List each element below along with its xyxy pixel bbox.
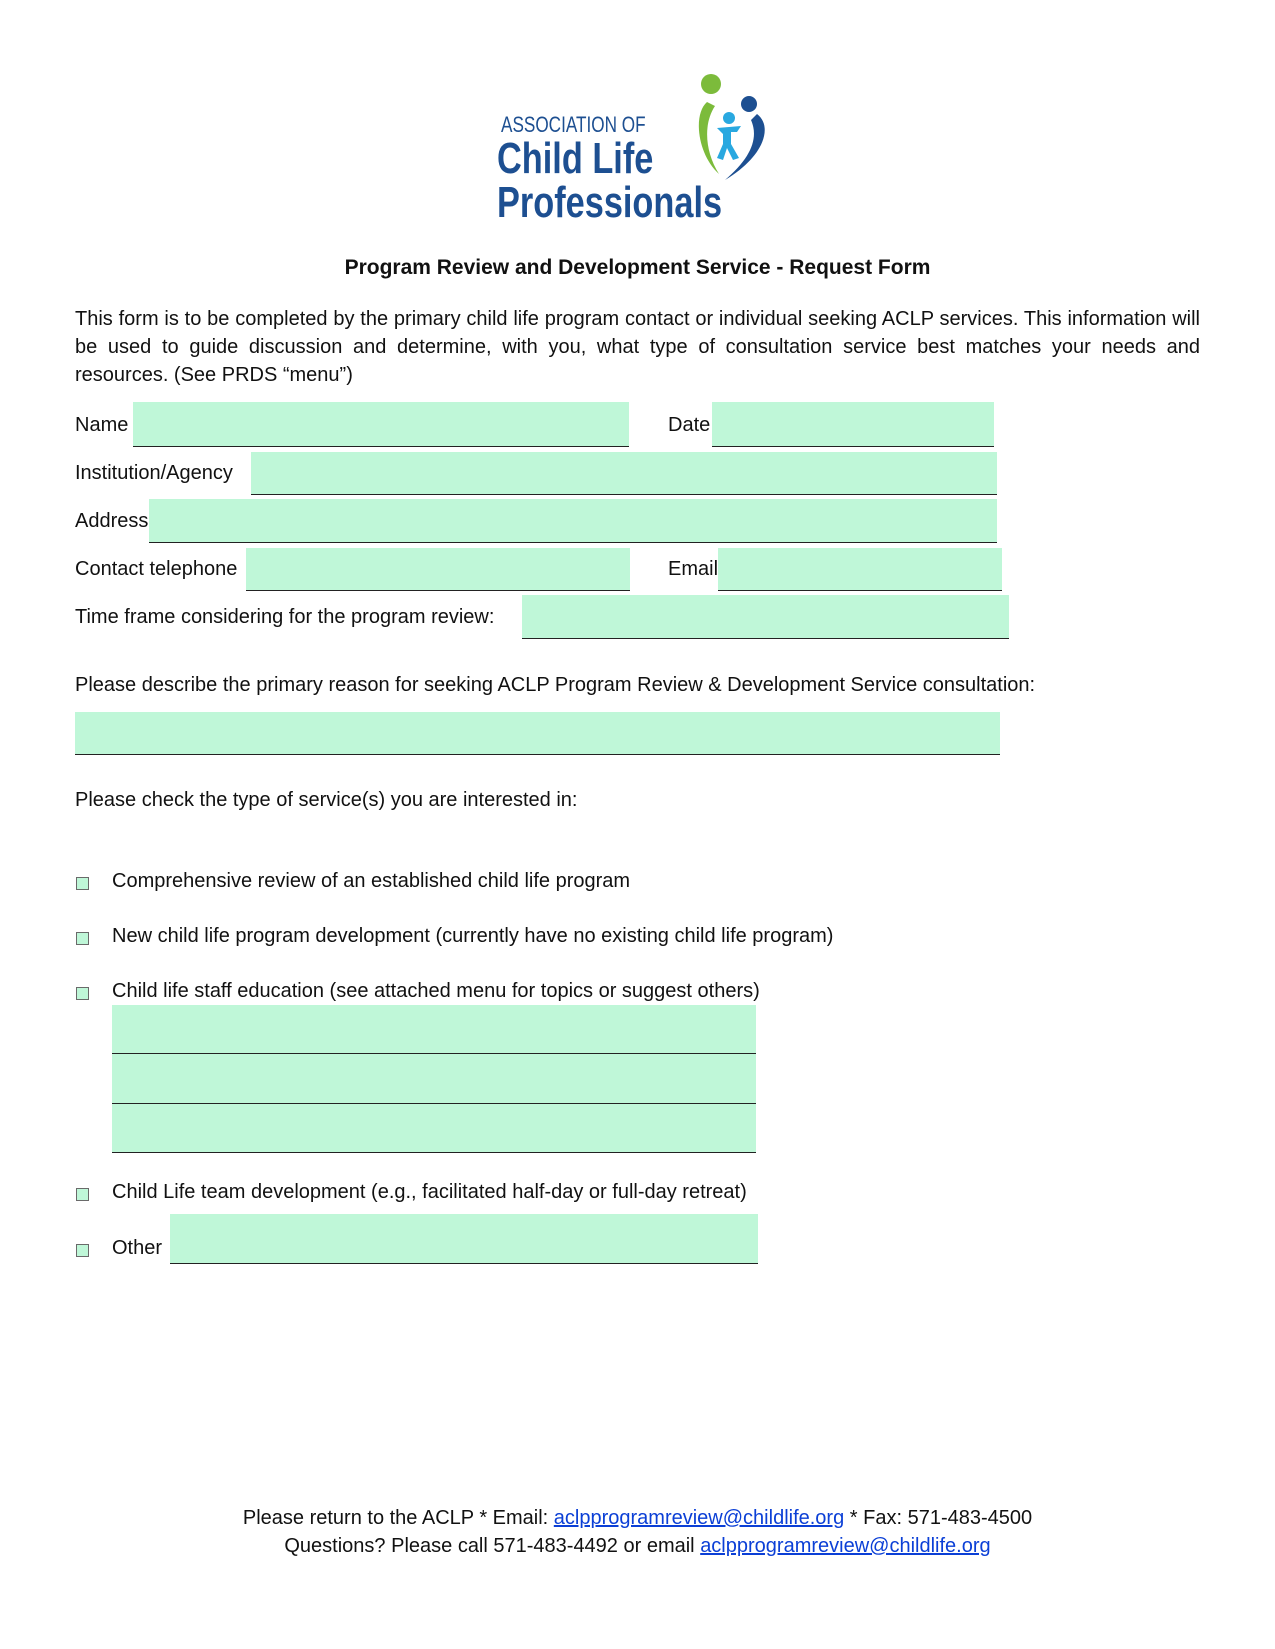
- timeframe-label: Time frame considering for the program review:: [75, 606, 495, 628]
- institution-label: Institution/Agency: [75, 462, 233, 484]
- telephone-label: Contact telephone: [75, 558, 238, 580]
- address-label: Address: [75, 510, 149, 532]
- service-label-staff-education: Child life staff education (see attached menu for topics or suggest others): [112, 980, 760, 1002]
- logo-text-professionals: Professionals: [497, 178, 723, 227]
- form-title: Program Review and Development Service - Request Form: [344, 256, 931, 279]
- other-field[interactable]: [170, 1214, 758, 1264]
- logo-text-association: ASSOCIATION OF: [501, 112, 646, 137]
- family-heart-logo-icon: [695, 74, 785, 189]
- date-field[interactable]: [712, 402, 994, 447]
- footer-email-link-1[interactable]: aclpprogramreview@childlife.org: [553, 1507, 845, 1529]
- telephone-field[interactable]: [246, 548, 630, 591]
- footer-email-link-2[interactable]: aclpprogramreview@childlife.org: [700, 1535, 991, 1557]
- service-label-team-development: Child Life team development (e.g., facilitated half-day or full-day retreat): [112, 1181, 747, 1203]
- footer-questions-prefix: Questions? Please call 571-483-4492 or email: [284, 1535, 701, 1557]
- service-label-comprehensive: Comprehensive review of an established child life program: [112, 870, 631, 892]
- staff-education-line-2[interactable]: [112, 1054, 756, 1104]
- reason-field[interactable]: [75, 712, 1000, 755]
- name-label: Name: [75, 414, 129, 436]
- footer-return-prefix: Please return to the ACLP * Email:: [242, 1507, 554, 1529]
- service-label-other: Other: [112, 1237, 163, 1259]
- institution-field[interactable]: [251, 452, 997, 495]
- footer-fax: * Fax: 571-483-4500: [844, 1507, 1033, 1529]
- footer-questions-line: [0, 1535, 1275, 1558]
- logo-text-child-life: Child Life: [497, 134, 654, 183]
- email-field[interactable]: [718, 548, 1002, 591]
- footer-return-line: [0, 1507, 1275, 1530]
- service-checkbox-comprehensive[interactable]: [76, 877, 89, 890]
- staff-education-line-1[interactable]: [112, 1005, 756, 1054]
- service-checkbox-team-development[interactable]: [76, 1188, 89, 1201]
- email-label: Email: [668, 558, 719, 580]
- service-checkbox-new-program[interactable]: [76, 932, 89, 945]
- timeframe-field[interactable]: [522, 595, 1009, 639]
- intro-paragraph: This form is to be completed by the primary child life program contact or individual seeking ACLP services. This information will be used to guide discussion and determine, with you, what type of consultation service best matches your needs and resources. (See PRDS “menu”): [75, 308, 1200, 386]
- service-label-new-program: New child life program development (currently have no existing child life program): [112, 925, 834, 947]
- service-checkbox-other[interactable]: [76, 1244, 89, 1257]
- services-prompt: Please check the type of service(s) you are interested in:: [75, 789, 578, 811]
- name-field[interactable]: [133, 402, 629, 447]
- date-label: Date: [668, 414, 711, 436]
- staff-education-line-3[interactable]: [112, 1104, 756, 1153]
- aclp-logo: [495, 74, 785, 234]
- address-field[interactable]: [149, 499, 997, 543]
- reason-prompt: Please describe the primary reason for seeking ACLP Program Review & Development Service consultation:: [75, 674, 1036, 696]
- service-checkbox-staff-education[interactable]: [76, 987, 89, 1000]
